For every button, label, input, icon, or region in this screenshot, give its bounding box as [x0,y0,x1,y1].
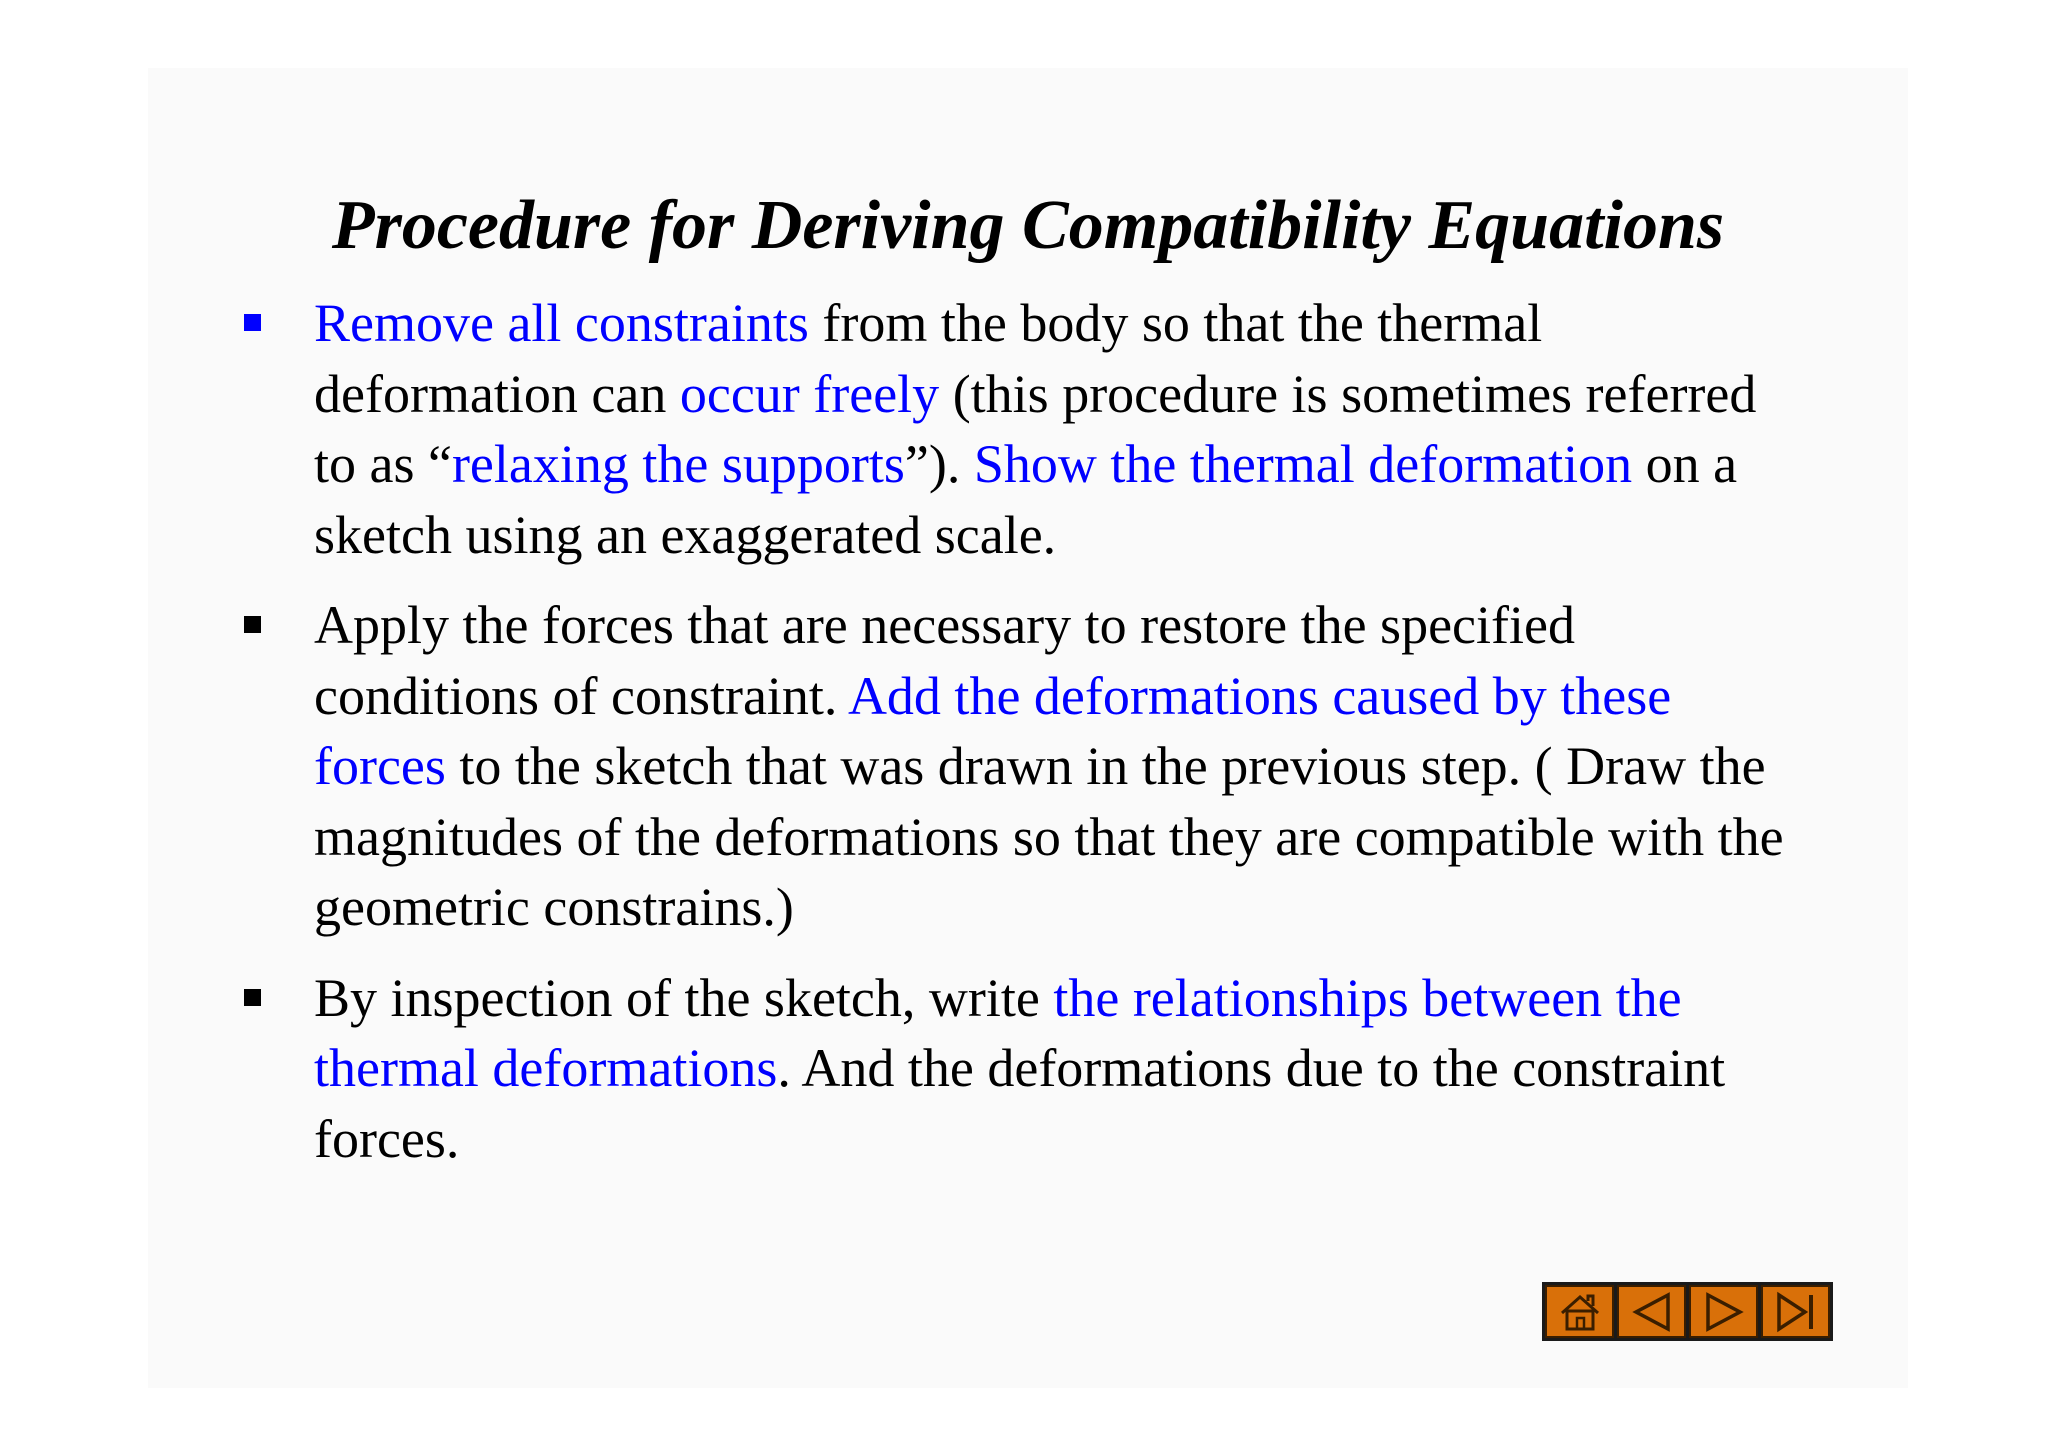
home-button[interactable] [1545,1285,1614,1338]
bullet-square-icon [244,616,261,633]
slide-title: Procedure for Deriving Compatibility Equations [331,187,1725,264]
bullet-1-segment-3: occur freely [679,363,940,424]
last-button[interactable] [1761,1285,1830,1338]
bullet-list [244,288,1804,1194]
bullet-1-segment-5: relaxing the supports [451,434,905,494]
bullet-1-segment-6: ”). [904,434,974,494]
triangle-left-icon [1630,1291,1674,1333]
bullet-item-2 [244,590,1804,943]
bullet-1-segment-7: Show the thermal deformation [973,434,1633,494]
bullet-1-segment-8: on a sketch using an exaggerated scale. [314,434,1738,565]
bullet-1-segment-2: from the body so that the thermal deformation can [314,293,1543,424]
bullet-item-1 [244,288,1804,570]
triangle-right-icon [1702,1291,1746,1333]
skip-end-icon [1774,1291,1818,1333]
previous-button[interactable] [1617,1285,1686,1338]
bullet-1-segment-1: Remove all constraints [314,293,809,353]
bullet-item-3 [244,963,1804,1175]
navigation-bar [1542,1282,1833,1341]
bullet-square-icon [244,989,261,1006]
bullet-2-segment-2: Add the deformations caused by these forces [314,665,1672,796]
slide [148,68,1908,1388]
bullet-square-icon [244,314,261,331]
home-icon [1558,1291,1602,1333]
bullet-1-segment-4: (this procedure is sometimes referred to as “ [314,363,1757,494]
bullet-3-segment-2: the relationships between the thermal deformations [314,967,1682,1098]
next-button[interactable] [1689,1285,1758,1338]
bullet-2-segment-1: Apply the forces that are necessary to restore the specified conditions of constraint. [314,595,1575,726]
bullet-2-segment-3: to the sketch that was drawn in the previous step. ( Draw the magnitudes of the deformations so that they are compatible with the geometric constrains.) [314,736,1784,937]
bullet-3-segment-3: . And the deformations due to the constraint forces. [314,1038,1726,1169]
bullet-3-segment-1: By inspection of the sketch, write [314,967,1054,1028]
